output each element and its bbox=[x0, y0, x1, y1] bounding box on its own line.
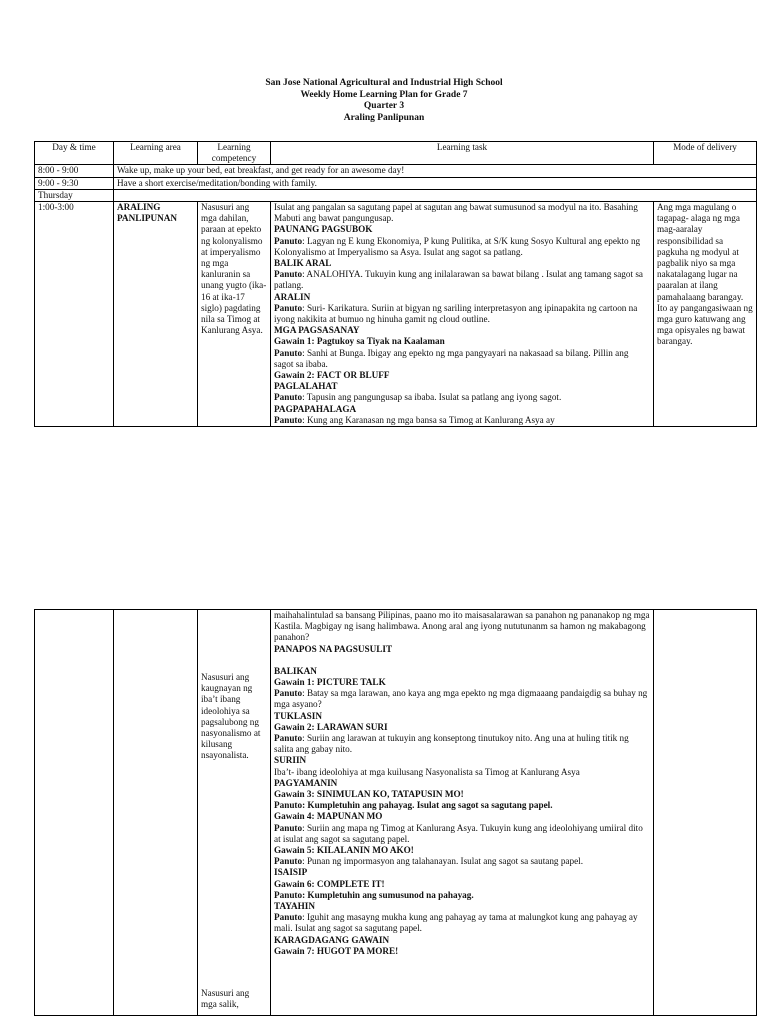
instruction-label: Panuto bbox=[274, 822, 303, 833]
task-instruction bbox=[274, 733, 650, 755]
col-day-time: Day & time bbox=[35, 142, 114, 165]
task-heading: ARALIN bbox=[274, 291, 311, 302]
main-time: 1:00-3:00 bbox=[35, 202, 114, 427]
cont-competency-cell bbox=[198, 610, 271, 1016]
task-heading: Gawain 5: KILALANIN MO AKO! bbox=[274, 845, 414, 856]
task-instruction bbox=[274, 348, 650, 370]
instruction-text: : Iguhit ang masayng mukha kung ang pahayag ay tama at malungkot kung ang pahayag ay mali. Isulat ang sagot sa sagutang papel. bbox=[274, 912, 638, 934]
quarter-label: Quarter 3 bbox=[363, 101, 405, 111]
instruction-text: : Suriin ang larawan at tukuyin ang konseptong tinutukoy nito. Ang una at huling titik ng salita ang gabay nito. bbox=[274, 733, 629, 755]
instruction-text: : Suri- Karikatura. Suriin at bigyan ng sariling interpretasyon ang ipinapakita ng cartoon na iyong nakikita at bumuo ng hinuha gamit ng cloud outline. bbox=[274, 302, 638, 325]
table-row-continued bbox=[35, 610, 757, 1016]
task-instruction bbox=[274, 415, 650, 426]
task-spacer bbox=[274, 655, 650, 666]
instruction-label: Panuto bbox=[274, 392, 303, 403]
learning-task-list bbox=[271, 202, 654, 427]
main-mode: Ang mga magulang o tagapag- alaga ng mga mag-aaralay responsibilidad sa pagkuha ng modyul at pagbalik niyo sa mga nakatalagang lugar na paaralan at ilang pamahalaang barangay. Ito ay pangangasiwaan ng mga guro katuwang ang mga opisyales ng bawat barangay. bbox=[654, 202, 757, 427]
task-heading: TAYAHIN bbox=[274, 901, 316, 912]
task-heading: MGA PAGSASANAY bbox=[274, 325, 360, 336]
instruction-label: Panuto bbox=[274, 269, 303, 280]
col-mode-of-delivery: Mode of delivery bbox=[654, 142, 757, 165]
task-heading: Panuto: Kumpletuhin ang pahayag. Isulat ang sagot sa sagutang papel. bbox=[274, 800, 553, 811]
task-heading: Gawain 2: FACT OR BLUFF bbox=[274, 370, 390, 381]
row-activity: Wake up, make up your bed, eat breakfast, and get ready for an awesome day! bbox=[114, 165, 757, 177]
task-text: maihahalintulad sa bansang Pilipinas, paano mo ito maisasalarawan sa panahon ng pananakop ng mga Kastila. Magbigay ng isang halimbawa. Anong aral ang iyong nututunanm sa hamon ng makabagong panahon? bbox=[274, 610, 650, 643]
table-row bbox=[35, 165, 757, 177]
instruction-text: : Tapusin ang pangungusap sa ibaba. Isulat sa patlang ang iyong sagot. bbox=[302, 392, 562, 403]
instruction-label: Panuto bbox=[274, 733, 303, 744]
task-instruction bbox=[274, 823, 650, 845]
task-heading: Gawain 1: Pagtukoy sa Tiyak na Kaalaman bbox=[274, 336, 445, 347]
col-learning-task: Learning task bbox=[271, 142, 654, 165]
cont-area-cell bbox=[114, 610, 198, 1016]
instruction-text: : ANALOHIYA. Tukuyin kung ang inilalarawan sa bawat bilang . Isulat ang tamang sagot sa patlang. bbox=[274, 269, 643, 291]
instruction-text: : Lagyan ng E kung Ekonomiya, P kung Pulitika, at S/K kung Sosyo Kultural ang epekto ng Kolonyalismo at Imperyalismo sa Asya. Isulat ang sagot sa patlang. bbox=[274, 235, 641, 257]
school-name: San Jose National Agricultural and Industrial High School bbox=[265, 78, 503, 88]
task-heading: Gawain 3: SINIMULAN KO, TATAPUSIN MO! bbox=[274, 789, 464, 800]
subject-label: Araling Panlipunan bbox=[343, 112, 425, 123]
table-row-main bbox=[35, 202, 757, 427]
instruction-label: Panuto bbox=[274, 235, 303, 246]
instruction-text: : Punan ng impormasyon ang talahanayan. Isulat ang sagot sa sautang papel. bbox=[302, 856, 584, 867]
col-learning-competency: Learning competency bbox=[198, 142, 271, 165]
task-instruction bbox=[274, 269, 650, 291]
instruction-text: : Batay sa mga larawan, ano kaya ang mga epekto ng mga digmaaang pandaigdig sa buhay ng mga asyano? bbox=[274, 688, 648, 710]
competency-3: Nasusuri ang mga salik, bbox=[201, 988, 250, 1010]
task-heading: TUKLASIN bbox=[274, 710, 322, 721]
row-day: Thursday bbox=[35, 189, 114, 201]
instruction-label: Panuto bbox=[274, 302, 303, 313]
task-instruction bbox=[274, 392, 650, 403]
task-heading: Gawain 2: LARAWAN SURI bbox=[274, 721, 388, 732]
task-heading: PAGLALAHAT bbox=[274, 381, 338, 392]
task-text: Iba’t- ibang ideolohiya at mga kuilusang Nasyonalista sa Timog at Kanlurang Asya bbox=[274, 766, 580, 777]
task-heading: KARAGDAGANG GAWAIN bbox=[274, 934, 390, 945]
task-heading: PAGYAMANIN bbox=[274, 777, 338, 788]
task-text: Isulat ang pangalan sa sagutang papel at sagutan ang bawat sumusunod sa modyul na ito. Basahing Mabuti ang bawat pangungusap. bbox=[274, 202, 638, 224]
row-time: 9:00 - 9:30 bbox=[35, 177, 114, 189]
instruction-label: Panuto bbox=[274, 347, 303, 358]
learning-plan-table-continued bbox=[34, 609, 757, 1016]
learning-task-list-continued bbox=[271, 610, 654, 1016]
task-heading: BALIK ARAL bbox=[274, 258, 332, 269]
main-competency: Nasusuri ang mga dahilan, paraan at epekto ng kolonyalismo at imperyalismo ng mga kanluranin sa unang yugto (ika-16 at ika-17 siglo) pagdating nila sa Timog at Kanlurang Asya. bbox=[198, 202, 271, 427]
task-heading: Gawain 7: HUGOT PA MORE! bbox=[274, 945, 399, 956]
task-instruction bbox=[274, 856, 650, 867]
task-instruction bbox=[274, 912, 650, 934]
row-empty bbox=[114, 189, 757, 201]
task-heading: Gawain 6: COMPLETE IT! bbox=[274, 878, 385, 889]
instruction-label: Panuto bbox=[274, 414, 303, 425]
cont-mode-cell bbox=[654, 610, 757, 1016]
competency-2: Nasusuri ang kaugnayan ng iba’t ibang ideolohiya sa pagsalubong ng nasyonalismo at kilusang nsayonalista. bbox=[201, 672, 261, 761]
row-time: 8:00 - 9:00 bbox=[35, 165, 114, 177]
instruction-text: : Kung ang Karanasan ng mga bansa sa Timog at Kanlurang Asya ay bbox=[302, 414, 555, 425]
task-heading: SURIIN bbox=[274, 755, 307, 766]
learning-plan-table bbox=[34, 141, 757, 427]
task-heading: PANAPOS NA PAGSUSULIT bbox=[274, 643, 393, 654]
instruction-label: Panuto bbox=[274, 912, 303, 923]
col-learning-area: Learning area bbox=[114, 142, 198, 165]
row-activity: Have a short exercise/meditation/bonding with family. bbox=[114, 177, 757, 189]
task-heading: Panuto: Kumpletuhin ang sumusunod na pahayag. bbox=[274, 889, 474, 900]
task-instruction bbox=[274, 688, 650, 710]
instruction-label: Panuto bbox=[274, 856, 303, 867]
instruction-text: : Sanhi at Bunga. Ibigay ang epekto ng mga pangyayari na nakasaad sa bilang. Pillin ang sagot sa ibaba. bbox=[274, 347, 629, 369]
table-row bbox=[35, 189, 757, 201]
instruction-text: : Suriin ang mapa ng Timog at Kanlurang Asya. Tukuyin kung ang ideolohiyang umiiral dito at isulat ang sagot sa sagutang papel. bbox=[274, 822, 643, 844]
instruction-label: Panuto bbox=[274, 688, 303, 699]
task-heading: ISAISIP bbox=[274, 867, 308, 878]
task-heading: Gawain 1: PICTURE TALK bbox=[274, 677, 386, 688]
main-learning-area: ARALING PANLIPUNAN bbox=[114, 202, 198, 427]
task-instruction bbox=[274, 303, 650, 325]
task-instruction bbox=[274, 236, 650, 258]
plan-title: Weekly Home Learning Plan for Grade 7 bbox=[300, 89, 468, 100]
task-heading: PAGPAPAHALAGA bbox=[274, 403, 357, 414]
task-heading: PAUNANG PAGSUBOK bbox=[274, 224, 373, 235]
cont-time-cell bbox=[35, 610, 114, 1016]
task-heading: BALIKAN bbox=[274, 665, 317, 676]
table-header-row bbox=[35, 142, 757, 165]
document-header bbox=[0, 78, 768, 124]
task-heading: Gawain 4: MAPUNAN MO bbox=[274, 811, 383, 822]
table-row bbox=[35, 177, 757, 189]
